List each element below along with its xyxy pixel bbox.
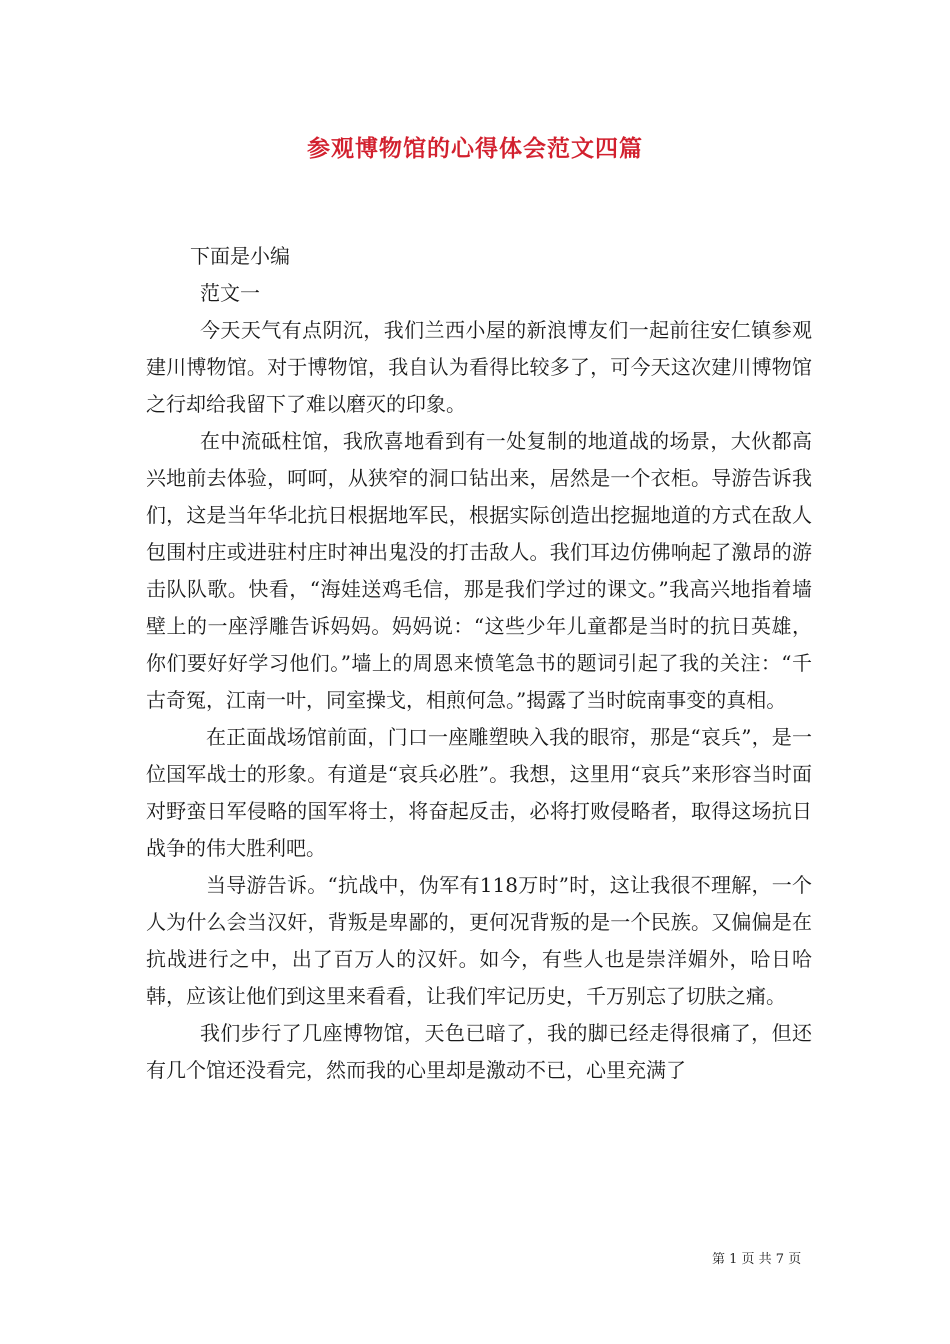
section-heading: 范文一 (200, 281, 260, 305)
document-title: 参观博物馆的心得体会范文四篇 (307, 135, 643, 162)
paragraph: 今天天气有点阴沉，我们兰西小屋的新浪博友们一起前往安仁镇参观建川博物馆。对于博物馆，我自认为看得比较多了，可今天这次建川博物馆之行却给我留下了难以磨灭的印象。 (146, 318, 812, 416)
intro-line: 下面是小编 (190, 244, 290, 268)
paragraph: 我们步行了几座博物馆，天色已暗了，我的脚已经走得很痛了，但还有几个馆还没看完，然而我的心里却是激动不已，心里充满了 (146, 1021, 812, 1082)
paragraph: 当导游告诉。“抗战中，伪军有118万时”时，这让我很不理解，一个人为什么会当汉奸，背叛是卑鄙的，更何况背叛的是一个民族。又偏偏是在抗战进行之中，出了百万人的汉奸。如今，有些人也是崇洋媚外，哈日哈韩，应该让他们到这里来看看，让我们牢记历史，千万别忘了切肤之痛。 (146, 873, 812, 1008)
document-body (146, 238, 812, 1089)
paragraph: 在中流砥柱馆，我欣喜地看到有一处复制的地道战的场景，大伙都高兴地前去体验，呵呵，从狭窄的洞口钻出来，居然是一个衣柜。导游告诉我们，这是当年华北抗日根据地军民，根据实际创造出挖掘地道的方式在敌人包围村庄或进驻村庄时神出鬼没的打击敌人。我们耳边仿佛响起了激昂的游击队队歌。快看，“海娃送鸡毛信，那是我们学过的课文。”我高兴地指着墙壁上的一座浮雕告诉妈妈。妈妈说：“这些少年儿童都是当时的抗日英雄，你们要好好学习他们。”墙上的周恩来愤笔急书的题词引起了我的关注：“千古奇冤，江南一叶，同室操戈，相煎何急。”揭露了当时皖南事变的真相。 (146, 429, 812, 712)
paragraph: 在正面战场馆前面，门口一座雕塑映入我的眼帘，那是“哀兵”，是一位国军战士的形象。有道是“哀兵必胜”。我想，这里用“哀兵”来形容当时面对野蛮日军侵略的国军将士，将奋起反击，必将打败侵略者，取得这场抗日战争的伟大胜利吧。 (146, 725, 812, 860)
page-number-footer: 第 1 页 共 7 页 (712, 1252, 802, 1267)
